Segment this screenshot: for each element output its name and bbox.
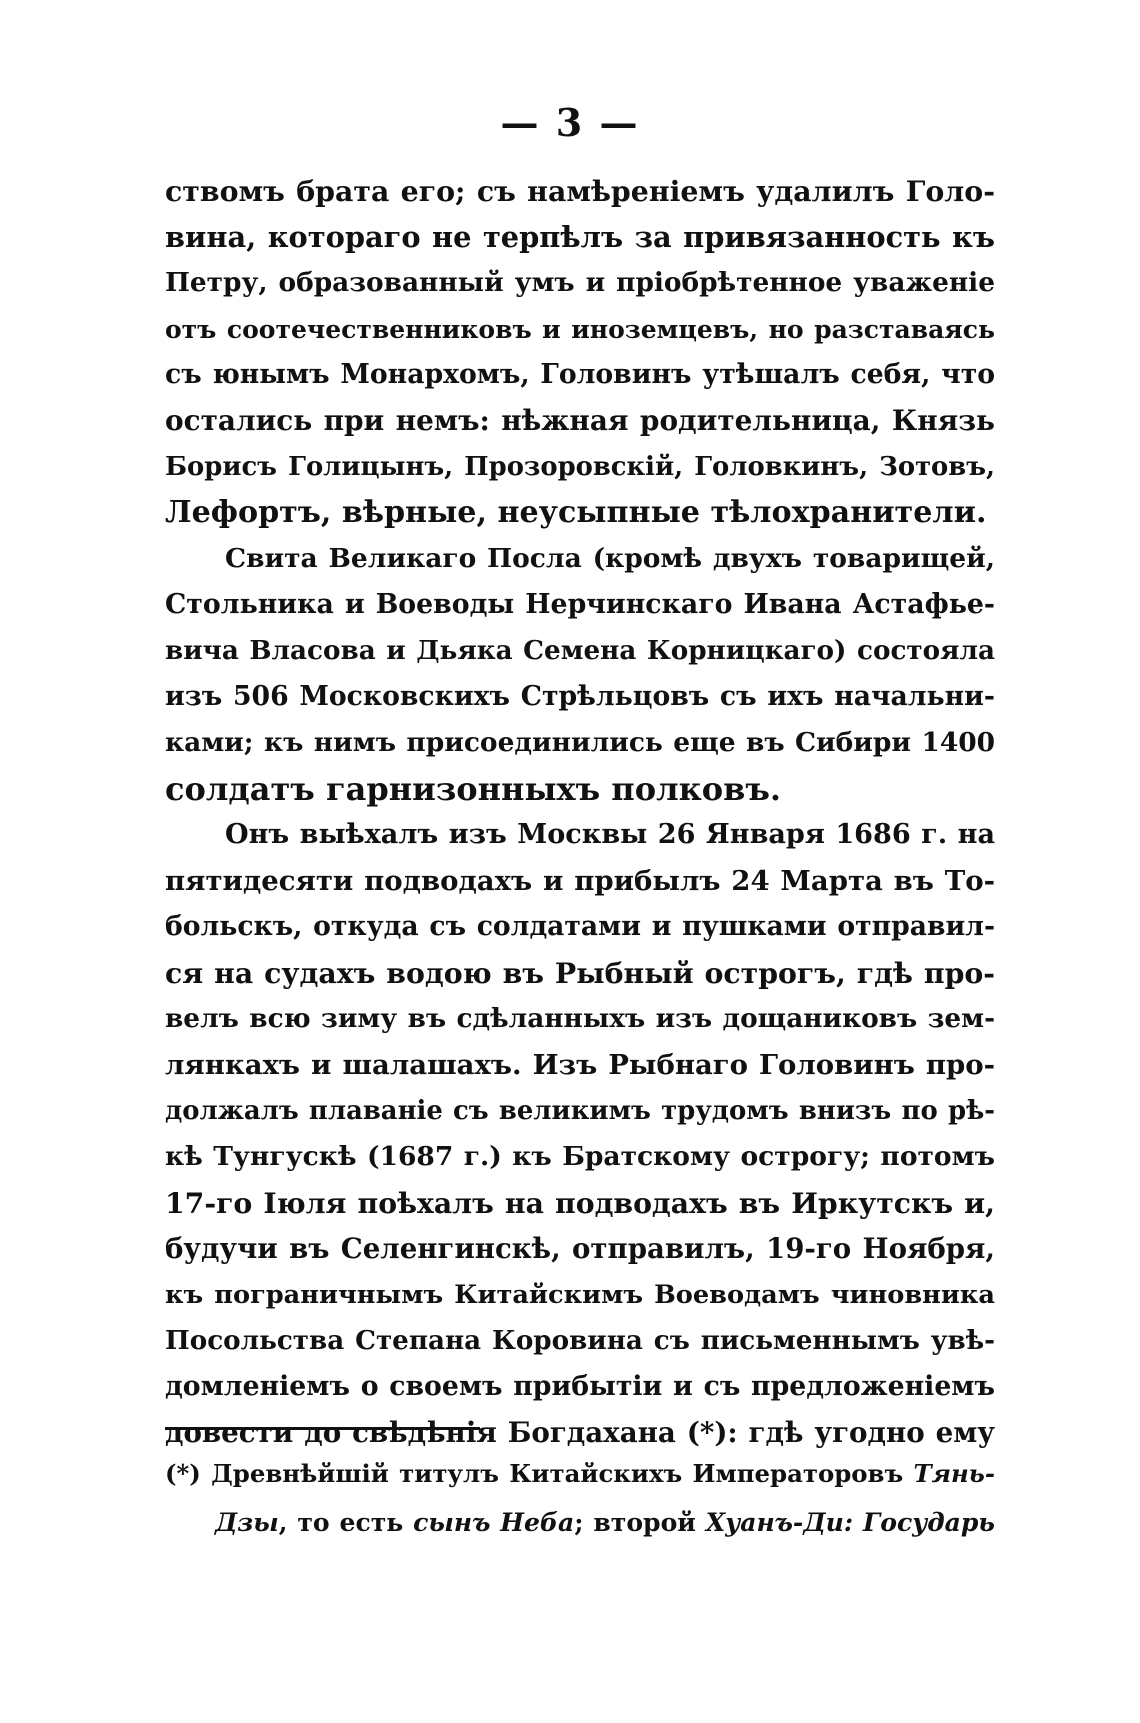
text-line: Посольства Степана Коровина съ письменнымъ увѣ- bbox=[165, 1325, 995, 1356]
footnote-italic: сынъ Неба bbox=[413, 1507, 575, 1537]
footnote-line bbox=[165, 1498, 995, 1546]
body-text bbox=[165, 168, 995, 1456]
text-line: солдатъ гарнизонныхъ полковъ. bbox=[165, 770, 781, 808]
text-line: Борисъ Голицынъ, Прозоровскій, Головкинъ, Зотовъ, bbox=[165, 452, 995, 482]
text-line: Онъ выѣхалъ изъ Москвы 26 Января 1686 г. на bbox=[225, 819, 995, 850]
text-line: 17-го Іюля поѣхалъ на подводахъ въ Иркутскъ и, bbox=[165, 1186, 995, 1220]
text-line: кѣ Тунгускѣ (1687 г.) къ Братскому острогу; потомъ bbox=[165, 1141, 995, 1172]
text-line: довести до свѣдѣнія Богдахана (*): гдѣ угодно ему bbox=[165, 1416, 995, 1449]
footnote-italic: Тянь- bbox=[913, 1459, 995, 1488]
footnote-italic: Дзы bbox=[215, 1507, 279, 1537]
text-line: должалъ плаваніе съ великимъ трудомъ внизъ по рѣ- bbox=[165, 1096, 995, 1126]
text-line: съ юнымъ Монархомъ, Головинъ утѣшалъ себя, что bbox=[165, 359, 995, 390]
footnote-line bbox=[165, 1450, 995, 1498]
text-line: отъ соотечественниковъ и иноземцевъ, но разставаясь bbox=[165, 314, 995, 344]
footnote-text: , то есть bbox=[278, 1507, 414, 1537]
footnote-rule bbox=[165, 1427, 480, 1430]
footnote-text: ; второй bbox=[574, 1507, 706, 1537]
text-line: вина, котораго не терпѣлъ за привязанность къ bbox=[165, 220, 995, 254]
text-line: велъ всю зиму въ сдѣланныхъ изъ дощаниковъ зем- bbox=[165, 1003, 995, 1034]
text-line: Петру, образованный умъ и пріобрѣтенное уваженіе bbox=[165, 267, 995, 298]
text-line: Стольника и Воеводы Нерчинскаго Ивана Астафье- bbox=[165, 589, 995, 620]
text-line: будучи въ Селенгинскѣ, отправилъ, 19-го Ноября, bbox=[165, 1232, 995, 1265]
footnote-italic: Хуанъ-Ди: Государь bbox=[705, 1507, 995, 1537]
text-line: лянкахъ и шалашахъ. Изъ Рыбнаго Головинъ про- bbox=[165, 1049, 995, 1081]
footnote bbox=[165, 1450, 995, 1546]
text-line: пятидесяти подводахъ и прибылъ 24 Марта въ То- bbox=[165, 865, 995, 897]
text-line: домленіемъ о своемъ прибытіи и съ предложеніемъ bbox=[165, 1371, 995, 1402]
text-line: ся на судахъ водою въ Рыбный острогъ, гдѣ про- bbox=[165, 956, 995, 990]
text-line: вича Власова и Дьяка Семена Корницкаго) состояла bbox=[165, 635, 995, 666]
text-line: Лефортъ, вѣрные, неусыпные тѣлохранители. bbox=[165, 495, 987, 530]
text-line: ками; къ нимъ присоединились еще въ Сибири 1400 bbox=[165, 727, 995, 758]
text-line: къ пограничнымъ Китайскимъ Воеводамъ чиновника bbox=[165, 1280, 995, 1310]
text-line: ствомъ брата его; съ намѣреніемъ удалилъ Голо- bbox=[165, 174, 995, 208]
footnote-text: (*) Древнѣйшій титулъ Китайскихъ Императоровъ bbox=[165, 1459, 914, 1488]
text-line: Свита Великаго Посла (кромѣ двухъ товарищей, bbox=[225, 543, 995, 574]
page-number: — 3 — bbox=[500, 100, 640, 145]
text-line: остались при немъ: нѣжная родительница, Князь bbox=[165, 404, 995, 437]
text-line: больскъ, откуда съ солдатами и пушками отправил- bbox=[165, 911, 995, 942]
text-line: изъ 506 Московскихъ Стрѣльцовъ съ ихъ начальни- bbox=[165, 681, 995, 712]
